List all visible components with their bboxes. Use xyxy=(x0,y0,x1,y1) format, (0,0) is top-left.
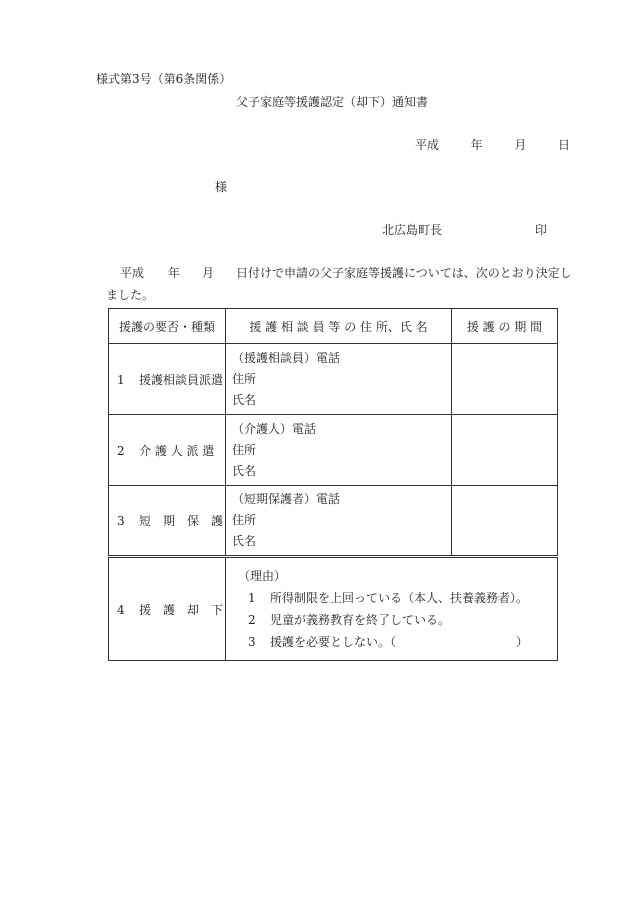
contact-name: 氏名 xyxy=(232,463,257,478)
body-year: 年 xyxy=(168,266,181,280)
body-era: 平成 xyxy=(120,266,145,280)
contact-name: 氏名 xyxy=(232,392,257,407)
row-period xyxy=(452,415,558,486)
date-day: 日 xyxy=(558,138,571,152)
rejection-reasons xyxy=(226,557,558,661)
row-contact xyxy=(226,344,452,415)
date-era: 平成 xyxy=(415,138,440,152)
table-row xyxy=(109,344,558,415)
form-number: 様式第3号（第6条関係） xyxy=(96,72,232,86)
header-counselor: 援 護 相 談 員 等 の 住 所、氏 名 xyxy=(226,309,452,344)
contact-address: 住所 xyxy=(232,513,257,527)
reason-item: 2 児童が義務教育を終了している。 xyxy=(248,613,451,627)
rejection-kind: 4 援 護 却 下 xyxy=(109,557,226,661)
addressee-suffix: 様 xyxy=(215,180,228,194)
row-kind: 2 介 護 人 派 遣 xyxy=(109,415,226,486)
header-type: 援護の要否・種類 xyxy=(109,309,226,344)
contact-role-phone: （短期保護者）電話 xyxy=(232,492,341,506)
body-line2: ました。 xyxy=(106,288,155,302)
body-line1-rest: 日付けで申請の父子家庭等援護については、次のとおり決定し xyxy=(236,266,572,280)
body-month: 月 xyxy=(202,266,215,280)
body-text xyxy=(106,262,576,306)
row-kind: 1 援護相談員派遣 xyxy=(109,344,226,415)
contact-name: 氏名 xyxy=(232,534,257,548)
contact-address: 住所 xyxy=(232,442,257,457)
table-row xyxy=(109,486,558,557)
date-month: 月 xyxy=(514,138,527,152)
date-line xyxy=(415,136,570,153)
table-header-row xyxy=(109,309,558,344)
rejection-row xyxy=(109,557,558,661)
row-contact xyxy=(226,486,452,557)
row-period xyxy=(452,486,558,557)
header-period: 援 護 の 期 間 xyxy=(452,309,558,344)
reason-item: 1 所得制限を上回っている（本人、扶養義務者）。 xyxy=(248,591,529,605)
row-contact xyxy=(226,415,452,486)
reason-label: （理由） xyxy=(238,569,287,583)
reason-item: 3 援護を必要としない。（ ） xyxy=(248,635,529,649)
seal-mark: 印 xyxy=(535,223,548,237)
table-row xyxy=(109,415,558,486)
contact-role-phone: （介護人）電話 xyxy=(232,421,317,436)
issuer-name: 北広島町長 xyxy=(382,223,443,237)
contact-address: 住所 xyxy=(232,371,257,386)
contact-role-phone: （援護相談員）電話 xyxy=(232,350,341,365)
assistance-table xyxy=(108,308,558,661)
date-year: 年 xyxy=(470,138,483,152)
document-title: 父子家庭等援護認定（却下）通知書 xyxy=(236,95,429,109)
row-kind: 3 短 期 保 護 xyxy=(109,486,226,557)
row-period xyxy=(452,344,558,415)
